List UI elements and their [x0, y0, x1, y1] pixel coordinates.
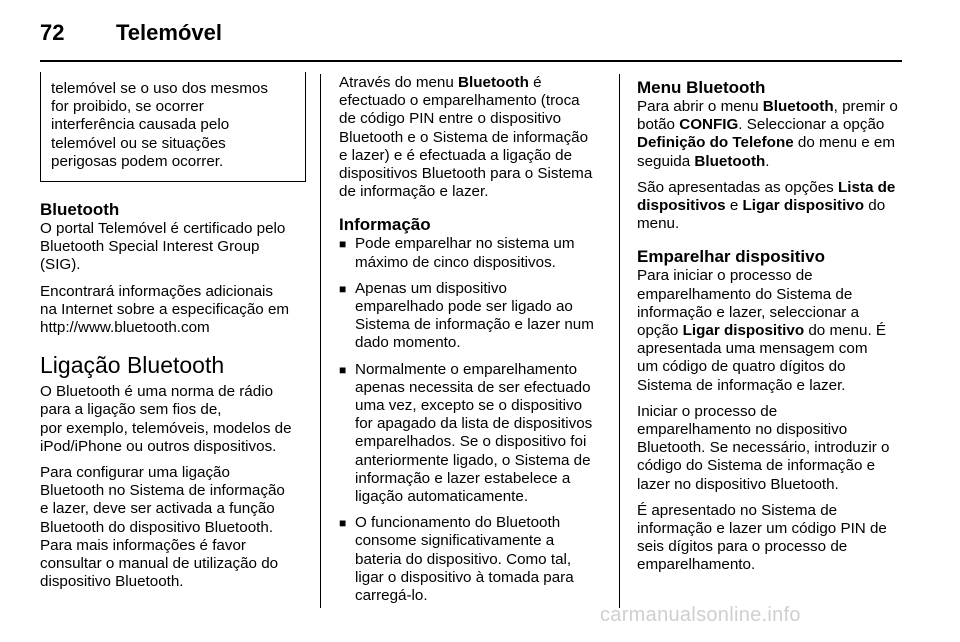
pair-paragraph-3: É apresentado no Sistema de informação e lazer um código PIN de seis dígitos para o processo de emparelhamento. [637, 501, 887, 574]
header-divider [40, 60, 902, 62]
page-number: 72 [40, 20, 65, 45]
ligacao-paragraph-2: Para configurar uma ligação Bluetooth no Sistema de informação e lazer, deve ser activada a função Bluetooth do dispositivo Bluetooth. Para mais informações é favor consultar o manual de utilização do dispositivo Bluetooth. [40, 464, 285, 591]
column-1 [40, 74, 306, 599]
warning-text: telemóvel se o uso dos mesmos for proibido, se ocorrer interferência causada pelo telemóvel ou se situações perigosas podem ocorrer. [51, 80, 268, 170]
list-item: ■ Apenas um dispositivo emparelhado pode ser ligado ao Sistema de informação e lazer num dado momento. [339, 279, 594, 352]
bluetooth-paragraph-1: O portal Telemóvel é certificado pelo Bluetooth Special Interest Group (SIG). [40, 220, 286, 274]
info-heading: Informação [339, 215, 431, 235]
list-item: ■ Pode emparelhar no sistema um máximo de cinco dispositivos. [339, 235, 575, 271]
menu-bluetooth-heading: Menu Bluetooth [637, 78, 766, 97]
ligacao-heading: Ligação Bluetooth [40, 352, 225, 379]
column-2 [339, 74, 603, 613]
page-header [40, 14, 920, 50]
ligacao-paragraph-1: O Bluetooth é uma norma de rádio para a ligação sem fios de, por exemplo, telemóveis, modelos de iPod/iPhone ou outros dispositivos. [40, 383, 292, 455]
bullet-icon: ■ [339, 362, 347, 377]
list-item: ■ Normalmente o emparelhamento apenas necessita de ser efectuado uma vez, excepto se o dispositivo for apagado da lista de dispositivos emparelhados. Se o dispositivo foi anteriormente ligado, o Sistema de informação e lazer estabelece a ligação automaticamente. [339, 360, 593, 506]
column-divider-1 [320, 74, 321, 608]
bluetooth-heading: Bluetooth [40, 200, 120, 220]
watermark: carmanualsonline.info [600, 604, 801, 626]
bullet-icon: ■ [339, 516, 347, 531]
bluetooth-url: http://www.bluetooth.com [40, 319, 210, 337]
pair-paragraph-2: Iniciar o processo de emparelhamento no dispositivo Bluetooth. Se necessário, introduzir o código do Sistema de informação e lazer no dispositivo Bluetooth. [637, 402, 890, 493]
list-item: ■ O funcionamento do Bluetooth consome significativamente a bateria do dispositivo. Como tal, ligar o dispositivo à tomada para carregá-lo. [339, 514, 574, 605]
pair-paragraph-1: Para iniciar o processo de emparelhamento do Sistema de informação e lazer, seleccionar a opção Ligar dispositivo do menu. É apresentada uma mensagem com um código de quatro dígitos do Sistema de informação e lazer. [637, 267, 887, 394]
column-divider-2 [619, 74, 620, 608]
warning-box [40, 72, 306, 182]
bullet-icon: ■ [339, 237, 347, 252]
page-title: Telemóvel [116, 20, 222, 45]
pair-device-heading: Emparelhar dispositivo [637, 247, 825, 267]
menu-paragraph: Para abrir o menu Bluetooth, premir o botão CONFIG. Seleccionar a opção Definição do Telefone do menu e em seguida Bluetooth. [637, 98, 898, 170]
column-3 [637, 74, 905, 583]
options-paragraph: São apresentadas as opções Lista de dispositivos e Ligar dispositivo do menu. [637, 178, 896, 233]
bullet-icon: ■ [339, 281, 347, 296]
info-list [339, 235, 603, 605]
intro-paragraph: Através do menu Bluetooth é efectuado o emparelhamento (troca de código PIN entre o dispositivo Bluetooth e o Sistema de informação e lazer) e é efectuada a ligação de dispositivos Bluetooth para o Sistema de informação e lazer. [339, 74, 593, 201]
bluetooth-paragraph-2: Encontrará informações adicionais na Internet sobre a especificação em http://www.bluetooth.com [40, 282, 290, 337]
